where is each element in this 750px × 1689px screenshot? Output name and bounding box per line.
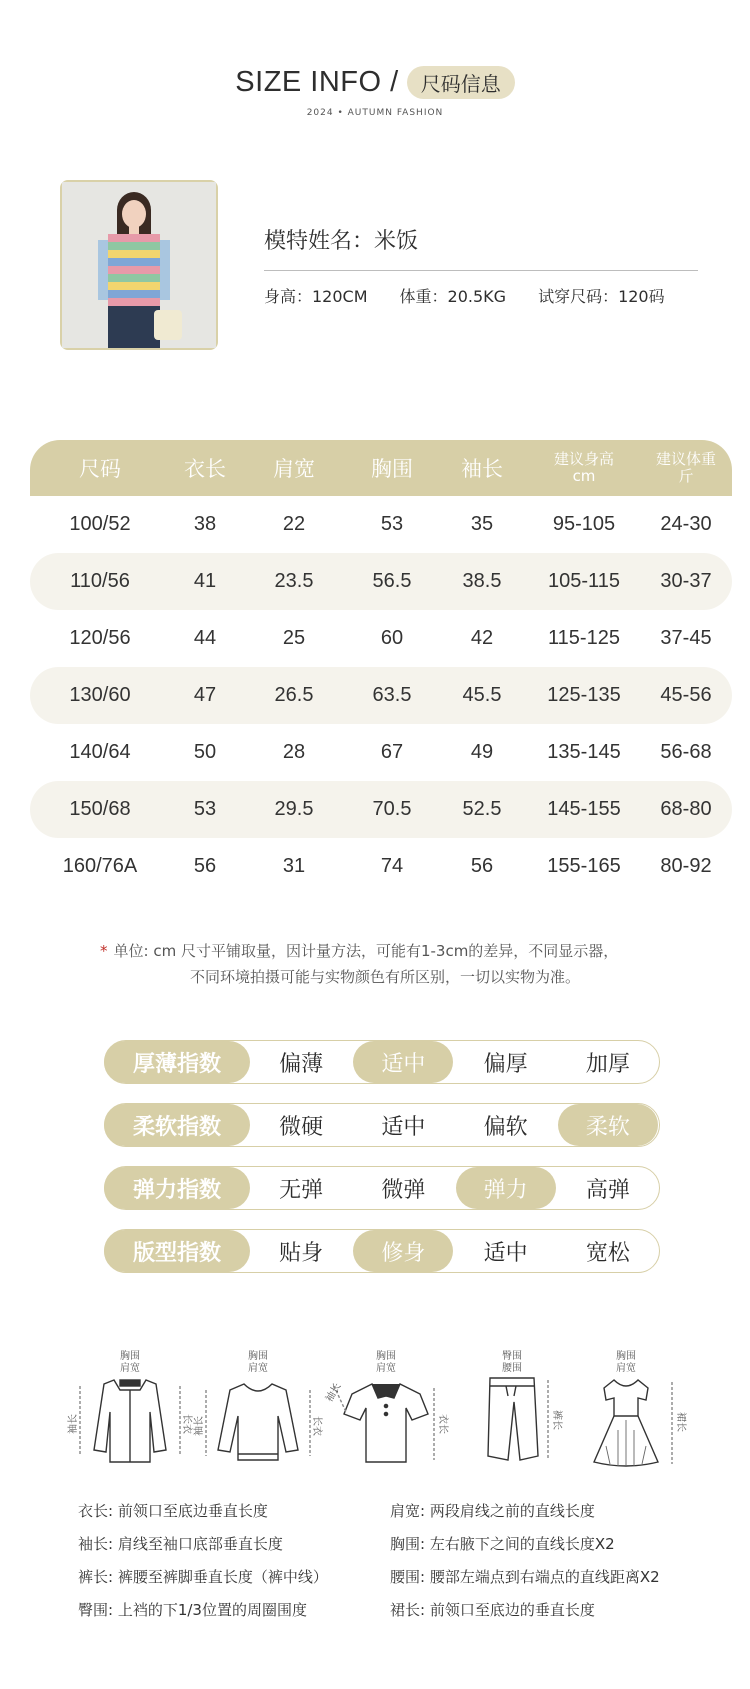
table-cell: 100/52 (69, 513, 131, 535)
index-row (104, 1040, 660, 1084)
column-header (528, 451, 640, 485)
table-cell: 67 (380, 741, 404, 763)
subtitle: 2024 • AUTUMN FASHION (306, 108, 444, 118)
table-cell: 95-105 (552, 513, 616, 535)
index-title: 弹力指数 (104, 1167, 250, 1209)
sweater-diagram (194, 1350, 322, 1480)
table-cell: 45-56 (660, 684, 712, 706)
definition-item: 袖长: 肩线至袖口底部垂直长度 (78, 1535, 283, 1553)
note-line-2: 不同环境拍摄可能与实物颜色有所区别，一切以实物为准。 (190, 968, 581, 986)
column-header-line: 胸围 (371, 457, 413, 481)
model-try-size: 试穿尺码：120码 (538, 287, 665, 306)
table-row (30, 724, 732, 781)
column-header (170, 453, 240, 483)
index-option: 微硬 (279, 1114, 324, 1140)
definition-item: 腰围: 腰部左端点到右端点的直线距离X2 (390, 1568, 660, 1586)
index-title: 柔软指数 (104, 1104, 250, 1146)
sweater-label-top1: 胸围 (248, 1351, 268, 1362)
index-option-selected: 柔软 (558, 1104, 658, 1146)
pants-diagram (454, 1350, 574, 1480)
jacket-label-right: 长衣 (181, 1414, 192, 1434)
index-option: 宽松 (585, 1240, 630, 1266)
page-header (0, 66, 750, 99)
table-cell: 56 (193, 855, 217, 877)
title-cn: 尺码信息 (407, 66, 515, 99)
table-cell: 68-80 (660, 798, 712, 820)
table-cell: 120/56 (69, 627, 131, 649)
index-options (250, 1230, 659, 1272)
definitions-left (78, 1500, 398, 1632)
table-cell: 63.5 (372, 684, 412, 706)
definition-item: 臀围: 上裆的下1/3位置的周圈围度 (78, 1601, 307, 1619)
column-header (436, 453, 528, 483)
table-cell: 130/60 (69, 684, 131, 706)
index-options (250, 1167, 659, 1209)
index-title: 厚薄指数 (104, 1041, 250, 1083)
table-cell: 70.5 (372, 798, 412, 820)
index-option: 适中 (483, 1240, 528, 1266)
column-header (240, 453, 348, 483)
definition-item: 肩宽: 两段肩线之前的直线长度 (390, 1502, 595, 1520)
model-height: 身高：120CM (264, 287, 368, 306)
table-cell: 38 (193, 513, 217, 535)
dress-label-right: 裙长 (675, 1412, 686, 1432)
index-row (104, 1103, 660, 1147)
index-option: 偏厚 (483, 1051, 528, 1077)
table-cell: 44 (193, 627, 217, 649)
jacket-label-top1: 胸围 (120, 1351, 140, 1362)
column-header-line: 建议体重 (655, 450, 716, 468)
index-option: 加厚 (585, 1051, 630, 1077)
column-header-line: 袖长 (461, 457, 503, 481)
index-option: 无弹 (279, 1177, 324, 1203)
column-header (640, 451, 732, 485)
title-en: SIZE INFO / (235, 66, 399, 98)
table-cell: 150/68 (69, 798, 131, 820)
table-header (30, 440, 732, 496)
table-cell: 42 (470, 627, 494, 649)
table-cell: 28 (282, 741, 306, 763)
table-row (30, 496, 732, 553)
index-option: 微弹 (381, 1177, 426, 1203)
model-photo (60, 180, 218, 350)
table-body (30, 496, 732, 895)
table-cell: 45.5 (462, 684, 502, 706)
table-cell: 53 (193, 798, 217, 820)
definitions-right (390, 1500, 710, 1632)
index-option: 偏软 (483, 1114, 528, 1140)
divider (264, 270, 698, 271)
index-title: 版型指数 (104, 1230, 250, 1272)
table-cell: 37-45 (660, 627, 712, 649)
index-row (104, 1229, 660, 1273)
table-cell: 31 (282, 855, 306, 877)
definition-item: 裙长: 前领口至底边的垂直长度 (390, 1601, 595, 1619)
polo-label-right: 衣长 (437, 1414, 448, 1434)
table-cell: 53 (380, 513, 404, 535)
table-cell: 26.5 (274, 684, 314, 706)
index-options (250, 1104, 659, 1146)
table-cell: 140/64 (69, 741, 131, 763)
polo-label-top2: 肩宽 (376, 1363, 396, 1374)
column-header-line: 衣长 (184, 457, 226, 481)
polo-diagram (326, 1350, 446, 1480)
pants-label-top2: 腰围 (502, 1363, 522, 1374)
sweater-label-left: 袖长 (194, 1416, 205, 1436)
table-cell: 110/56 (70, 570, 130, 592)
definition-item: 衣长: 前领口至底边垂直长度 (78, 1502, 268, 1520)
table-cell: 74 (380, 855, 404, 877)
table-cell: 25 (282, 627, 306, 649)
table-cell: 35 (470, 513, 494, 535)
table-cell: 24-30 (660, 513, 712, 535)
column-header-line: cm (572, 467, 596, 485)
sweater-label-top2: 肩宽 (248, 1363, 268, 1374)
column-header-line: 建议身高 (553, 450, 614, 468)
model-name: 模特姓名：米饭 (264, 229, 419, 254)
model-stats (264, 284, 704, 307)
pants-label-top1: 臀围 (502, 1351, 522, 1362)
index-option: 适中 (381, 1114, 426, 1140)
model-weight: 体重：20.5KG (399, 287, 507, 306)
table-cell: 29.5 (274, 798, 314, 820)
index-option: 贴身 (279, 1240, 324, 1266)
jacket-label-top2: 肩宽 (120, 1363, 140, 1374)
table-row (30, 610, 732, 667)
table-row (30, 838, 732, 895)
index-option-selected: 弹力 (456, 1167, 556, 1209)
index-option: 偏薄 (279, 1051, 324, 1077)
table-row (30, 667, 732, 724)
measurement-note (100, 938, 700, 990)
table-cell: 145-155 (547, 798, 621, 820)
jacket-diagram (70, 1350, 190, 1480)
fabric-index-panel (104, 1040, 660, 1292)
table-cell: 160/76A (62, 855, 138, 877)
table-cell: 155-165 (547, 855, 621, 877)
table-cell: 115-125 (548, 627, 620, 649)
index-option-selected: 适中 (353, 1041, 453, 1083)
table-cell: 60 (380, 627, 404, 649)
column-header-line: 肩宽 (273, 457, 315, 481)
table-cell: 38.5 (462, 570, 502, 592)
column-header-line: 尺码 (79, 457, 121, 481)
index-row (104, 1166, 660, 1210)
table-cell: 49 (470, 741, 494, 763)
table-cell: 22 (282, 513, 306, 535)
table-cell: 56.5 (372, 570, 412, 592)
pants-label-right: 裤长 (551, 1410, 562, 1430)
star-mark: * (100, 942, 108, 960)
index-options (250, 1041, 659, 1083)
table-row (30, 553, 732, 610)
column-header-line: 斤 (678, 467, 694, 485)
index-option-selected: 修身 (353, 1230, 453, 1272)
table-cell: 30-37 (660, 570, 712, 592)
dress-label-top1: 胸围 (616, 1351, 636, 1362)
table-cell: 105-115 (548, 570, 620, 592)
table-cell: 135-145 (547, 741, 621, 763)
index-option: 高弹 (585, 1177, 630, 1203)
polo-label-top1: 胸围 (376, 1351, 396, 1362)
table-cell: 125-135 (547, 684, 621, 706)
definition-item: 裤长: 裤腰至裤脚垂直长度（裤中线） (78, 1568, 328, 1586)
table-cell: 47 (193, 684, 217, 706)
dress-diagram (570, 1350, 690, 1480)
polo-label-left: 袖长 (324, 1381, 344, 1405)
note-line-1: 单位: cm 尺寸平铺取量，因计量方法，可能有1-3cm的差异，不同显示器， (113, 942, 619, 960)
jacket-label-left: 袖长 (68, 1414, 79, 1434)
table-cell: 50 (193, 741, 217, 763)
size-table (30, 440, 732, 895)
table-cell: 56 (470, 855, 494, 877)
definition-item: 胸围: 左右腋下之间的直线长度X2 (390, 1535, 615, 1553)
table-cell: 23.5 (274, 570, 314, 592)
table-cell: 80-92 (660, 855, 712, 877)
column-header (30, 453, 170, 483)
table-row (30, 781, 732, 838)
table-cell: 56-68 (660, 741, 712, 763)
sweater-label-right: 长衣 (311, 1416, 322, 1436)
dress-label-top2: 肩宽 (616, 1363, 636, 1374)
table-cell: 41 (193, 570, 217, 592)
table-cell: 52.5 (462, 798, 502, 820)
garment-illustrations (70, 1350, 690, 1480)
column-header (348, 453, 436, 483)
